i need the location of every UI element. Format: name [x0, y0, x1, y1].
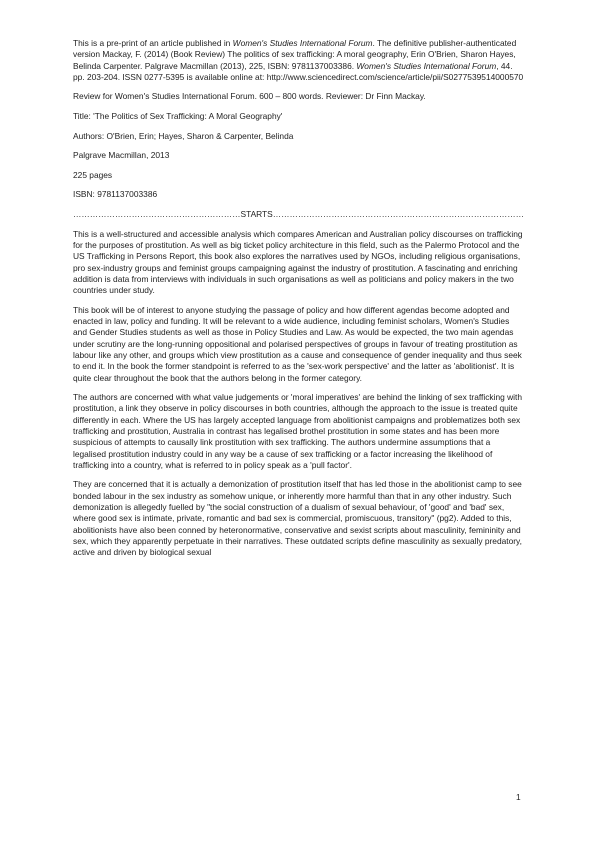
- starts-divider: ……………………………………………………STARTS………………………………………………………………………………: [73, 209, 525, 220]
- journal-name-2: Women's Studies International Forum: [356, 60, 497, 71]
- book-pages: 225 pages: [73, 169, 113, 180]
- book-isbn: ISBN: 9781137003386: [73, 189, 158, 200]
- body-paragraph: The authors are concerned with what value judgements or 'moral imperatives' are behind the linking of sex trafficking with prostitution, a link they observe in policy discourses in both countries, although the approach to the issue is treated quite differently in each. Where the US has largely accepted language from abolitionist campaigns and problematizes both sex trafficking and prostitution, Australia in contrast has legalised brothel prostitution in some states and has been more suspicious of attempts to causally link prostitution with sex trafficking. The authors undermine assumptions that a legalised prostitution industry could in any way be a cause of sex trafficking or a factor increasing the likelihood of trafficking into a country, what is referred to in policy speak as a 'pull factor'.: [73, 392, 523, 470]
- review-line: Review for Women's Studies International Forum. 600 – 800 words. Reviewer: Dr Finn Mackay.: [73, 91, 426, 102]
- book-publisher: Palgrave Macmillan, 2013: [73, 150, 170, 161]
- book-title: Title: 'The Politics of Sex Trafficking: A Moral Geography': [73, 111, 283, 122]
- body-paragraph: This is a well-structured and accessible analysis which compares American and Australian policy discourses on trafficking for the purposes of prostitution. As well as big ticket policy architecture in this field, such as the Palermo Protocol and the US Trafficking in Persons Report, this book also explores the narratives used by NGOs, including religious organisations, pro sex-industry groups and feminist groups campaigning against the industry of prostitution. A fascinating and enriching addition is data from interviews with individuals in such organisations as well as politicians and policy makers in the two countries under study.: [73, 228, 523, 296]
- body-paragraph: This book will be of interest to anyone studying the passage of policy and how different agendas become adopted and enacted in law, policy and funding. It will be relevant to a wide audience, including feminist scholars, Women's Studies and Gender Studies students as well as those in Policy Studies and Law. As would be expected, the two main agendas under scrutiny are the long-running oppositional and polarised perspectives of groups in favour of treating prostitution as labour like any other, and groups which view prostitution as a cause and consequence of gender inequality and thus seek to end it. In the book the former standpoint is referred to as the 'sex-work perspective' and the latter as 'abolitionist'. It is quite clear throughout the book that the authors belong in the former category.: [73, 304, 522, 383]
- page-content: [73, 38, 525, 567]
- journal-name: Women's Studies International Forum: [232, 38, 373, 48]
- body-paragraph: They are concerned that it is actually a demonization of prostitution itself that has led those in the abolitionist camp to see bonded labour in the sex industry as somehow unique, or inherently more harmful than that in any other industry. Such demonization is allegedly fuelled by "the social construction of a dualism of sexual behaviour, of 'good' and 'bad' sex, where good sex is intimate, private, romantic and bad sex is commercial, promiscuous, transitory" (pg2). Added to this, abolitionists have also been conned by heteronormative, conservative and sexist scripts about masculinity, femininity and sex, which they apparently perpetuate in their narratives. These outdated scripts define masculinity as sexually predatory, active and driven by biological sexual: [73, 479, 522, 558]
- page-number: 1: [516, 792, 521, 802]
- book-authors: Authors: O'Brien, Erin; Hayes, Sharon & Carpenter, Belinda: [73, 130, 294, 141]
- preprint-text-3: , 44. pp. 203-204. ISSN 0277-5395 is available online at: http://www.sciencedirect.com/science/article/pii/S0277539514000570: [73, 60, 524, 82]
- preprint-text-2: . The definitive publisher-authenticated version Mackay, F. (2014) (Book Review) The politics of sex trafficking: A moral geography, Erin O'Brien, Sharon Hayes, Belinda Carpenter. Palgrave Macmillan (2013), 225, ISBN: 9781137003386.: [73, 38, 517, 71]
- preprint-notice: [73, 38, 525, 83]
- preprint-text-1: This is a pre-print of an article published in: [73, 38, 233, 48]
